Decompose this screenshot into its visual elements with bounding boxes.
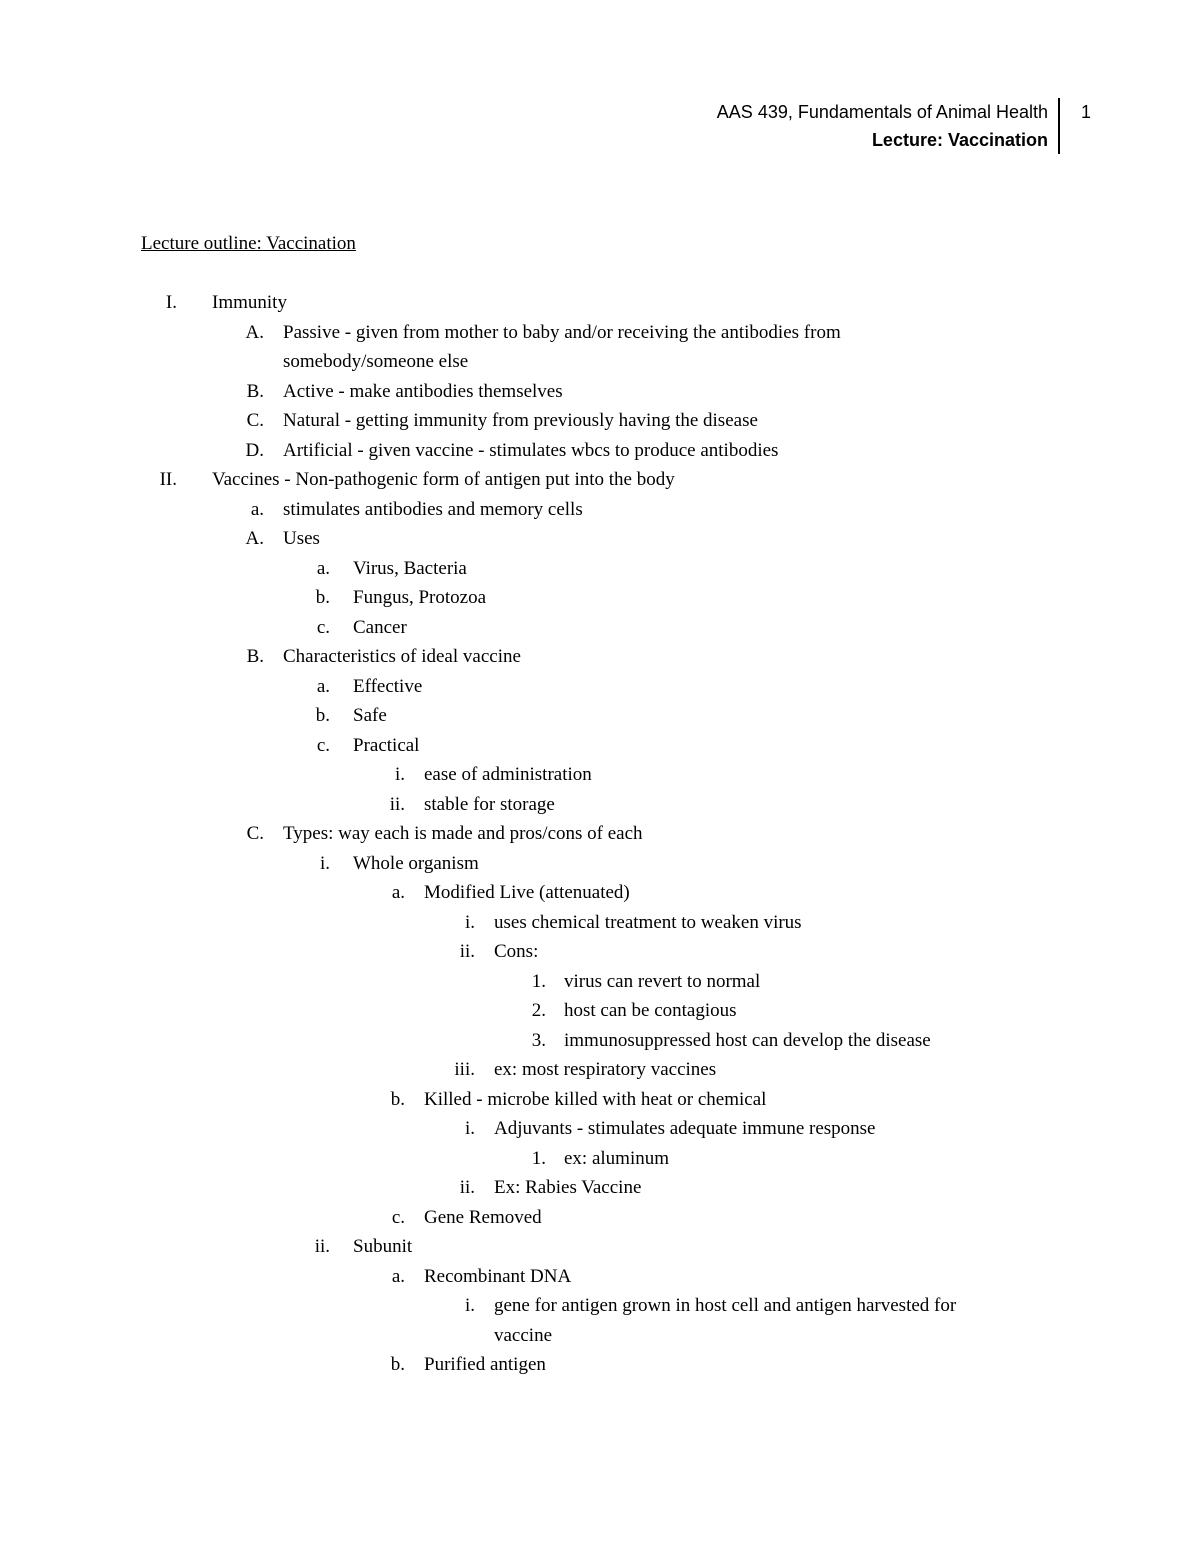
outline-text: Effective xyxy=(353,675,423,697)
outline-marker: B. xyxy=(246,646,264,667)
outline-text: vaccine xyxy=(494,1324,553,1346)
outline-marker: i. xyxy=(464,911,475,933)
outline-marker: 1. xyxy=(531,970,546,992)
outline-item xyxy=(0,495,1200,525)
outline-marker: iii. xyxy=(454,1059,475,1080)
outline-text: ex: aluminum xyxy=(564,1147,670,1169)
outline-item xyxy=(0,1203,1200,1233)
outline-marker: A. xyxy=(245,528,264,549)
outline-text: host can be contagious xyxy=(564,1000,737,1021)
outline-item xyxy=(0,1291,1200,1321)
outline-text: Gene Removed xyxy=(424,1206,542,1228)
outline-text: ease of administration xyxy=(424,764,592,785)
course-title: AAS 439, Fundamentals of Animal Health xyxy=(716,102,1048,122)
outline-item xyxy=(0,908,1200,938)
outline-text: Vaccines - Non-pathogenic form of antigen put into the body xyxy=(212,469,675,490)
outline-text: Purified antigen xyxy=(424,1354,546,1375)
outline-marker: b. xyxy=(315,705,330,726)
outline-text: somebody/someone else xyxy=(283,351,469,372)
outline-text: Uses xyxy=(283,528,320,549)
outline-marker: ii. xyxy=(459,1177,475,1198)
outline-marker: 2. xyxy=(531,1000,546,1021)
outline-marker: i. xyxy=(464,1295,475,1316)
outline-text: Ex: Rabies Vaccine xyxy=(494,1177,642,1198)
outline-text: Virus, Bacteria xyxy=(353,557,467,579)
outline-marker: i. xyxy=(319,852,330,874)
outline-marker: a. xyxy=(250,498,264,520)
outline-text: Natural - getting immunity from previously having the disease xyxy=(283,410,758,431)
outline-marker: a. xyxy=(391,1265,405,1287)
document-title: Lecture outline: Vaccination xyxy=(141,233,356,254)
outline-marker: B. xyxy=(246,380,264,402)
outline-marker: II. xyxy=(159,469,177,490)
outline-text: Adjuvants - stimulates adequate immune response xyxy=(494,1118,876,1139)
outline-item xyxy=(0,1262,1200,1292)
outline-item xyxy=(0,1055,1200,1085)
outline-marker: C. xyxy=(246,410,264,431)
outline-item xyxy=(0,465,1200,495)
outline-text: ex: most respiratory vaccines xyxy=(494,1059,717,1080)
outline-item xyxy=(0,878,1200,908)
outline-marker: 1. xyxy=(531,1147,546,1169)
outline-text: Whole organism xyxy=(353,852,479,874)
outline-item xyxy=(0,1085,1200,1115)
outline-item xyxy=(0,701,1200,731)
outline-item xyxy=(0,849,1200,879)
outline-item xyxy=(0,642,1200,672)
outline-text: Passive - given from mother to baby and/or receiving the antibodies from xyxy=(283,321,841,343)
outline-text: Cancer xyxy=(353,616,407,638)
outline-marker: D. xyxy=(245,439,264,461)
outline-marker: c. xyxy=(391,1206,405,1228)
outline-marker: A. xyxy=(245,321,264,343)
outline-text: stable for storage xyxy=(424,793,555,815)
outline-item xyxy=(0,1232,1200,1262)
outline-text: gene for antigen grown in host cell and antigen harvested for xyxy=(494,1295,957,1316)
outline-marker: b. xyxy=(390,1354,405,1375)
outline-item xyxy=(0,583,1200,613)
outline-item xyxy=(0,1350,1200,1380)
outline-marker: c. xyxy=(316,734,330,756)
outline-text: Safe xyxy=(353,705,387,726)
outline-text: Modified Live (attenuated) xyxy=(424,882,630,903)
outline-item xyxy=(0,1114,1200,1144)
outline-marker: ii. xyxy=(314,1236,330,1257)
outline-item xyxy=(0,760,1200,790)
outline-text: Active - make antibodies themselves xyxy=(283,380,563,402)
outline-text: uses chemical treatment to weaken virus xyxy=(494,911,802,933)
outline-text: Fungus, Protozoa xyxy=(353,587,486,608)
outline-text: Subunit xyxy=(353,1236,413,1257)
outline-item xyxy=(0,672,1200,702)
outline-marker: c. xyxy=(316,616,330,638)
outline-item xyxy=(0,790,1200,820)
outline-item xyxy=(0,436,1200,466)
outline-text: Recombinant DNA xyxy=(424,1265,572,1287)
outline-item xyxy=(0,524,1200,554)
outline-item xyxy=(0,1144,1200,1174)
outline-text: Killed - microbe killed with heat or chemical xyxy=(424,1088,767,1110)
page-header xyxy=(717,98,1060,154)
outline-item xyxy=(0,937,1200,967)
outline-marker: a. xyxy=(391,882,405,903)
outline-marker: i. xyxy=(394,764,405,785)
outline-item xyxy=(0,554,1200,584)
outline-item xyxy=(0,288,1200,318)
outline-marker: b. xyxy=(390,1088,405,1110)
outline-item xyxy=(0,1321,1200,1351)
outline-text: virus can revert to normal xyxy=(564,970,761,992)
lecture-title: Lecture: Vaccination xyxy=(871,130,1048,150)
outline-text: Artificial - given vaccine - stimulates wbcs to produce antibodies xyxy=(283,439,779,461)
lecture-outline xyxy=(0,288,1200,1380)
outline-item xyxy=(0,1026,1200,1056)
outline-item xyxy=(0,406,1200,436)
outline-text: Immunity xyxy=(212,292,287,313)
outline-item xyxy=(0,967,1200,997)
outline-marker: a. xyxy=(316,557,330,579)
outline-marker: b. xyxy=(315,587,330,608)
outline-text: Types: way each is made and pros/cons of each xyxy=(283,823,643,844)
outline-item xyxy=(0,377,1200,407)
outline-text: stimulates antibodies and memory cells xyxy=(283,498,583,520)
outline-item xyxy=(0,731,1200,761)
outline-item xyxy=(0,347,1200,377)
outline-text: Practical xyxy=(353,734,420,756)
outline-item xyxy=(0,996,1200,1026)
page-number: 1 xyxy=(1081,102,1092,122)
outline-text: Cons: xyxy=(494,941,539,962)
outline-text: immunosuppressed host can develop the disease xyxy=(564,1029,931,1051)
outline-item xyxy=(0,613,1200,643)
outline-item xyxy=(0,318,1200,348)
outline-marker: i. xyxy=(464,1118,475,1139)
outline-marker: C. xyxy=(246,823,264,844)
outline-marker: 3. xyxy=(531,1029,546,1051)
outline-marker: I. xyxy=(165,292,177,313)
outline-item xyxy=(0,819,1200,849)
outline-item xyxy=(0,1173,1200,1203)
outline-marker: ii. xyxy=(459,941,475,962)
outline-text: Characteristics of ideal vaccine xyxy=(283,646,521,667)
outline-marker: ii. xyxy=(389,793,405,815)
outline-marker: a. xyxy=(316,675,330,697)
